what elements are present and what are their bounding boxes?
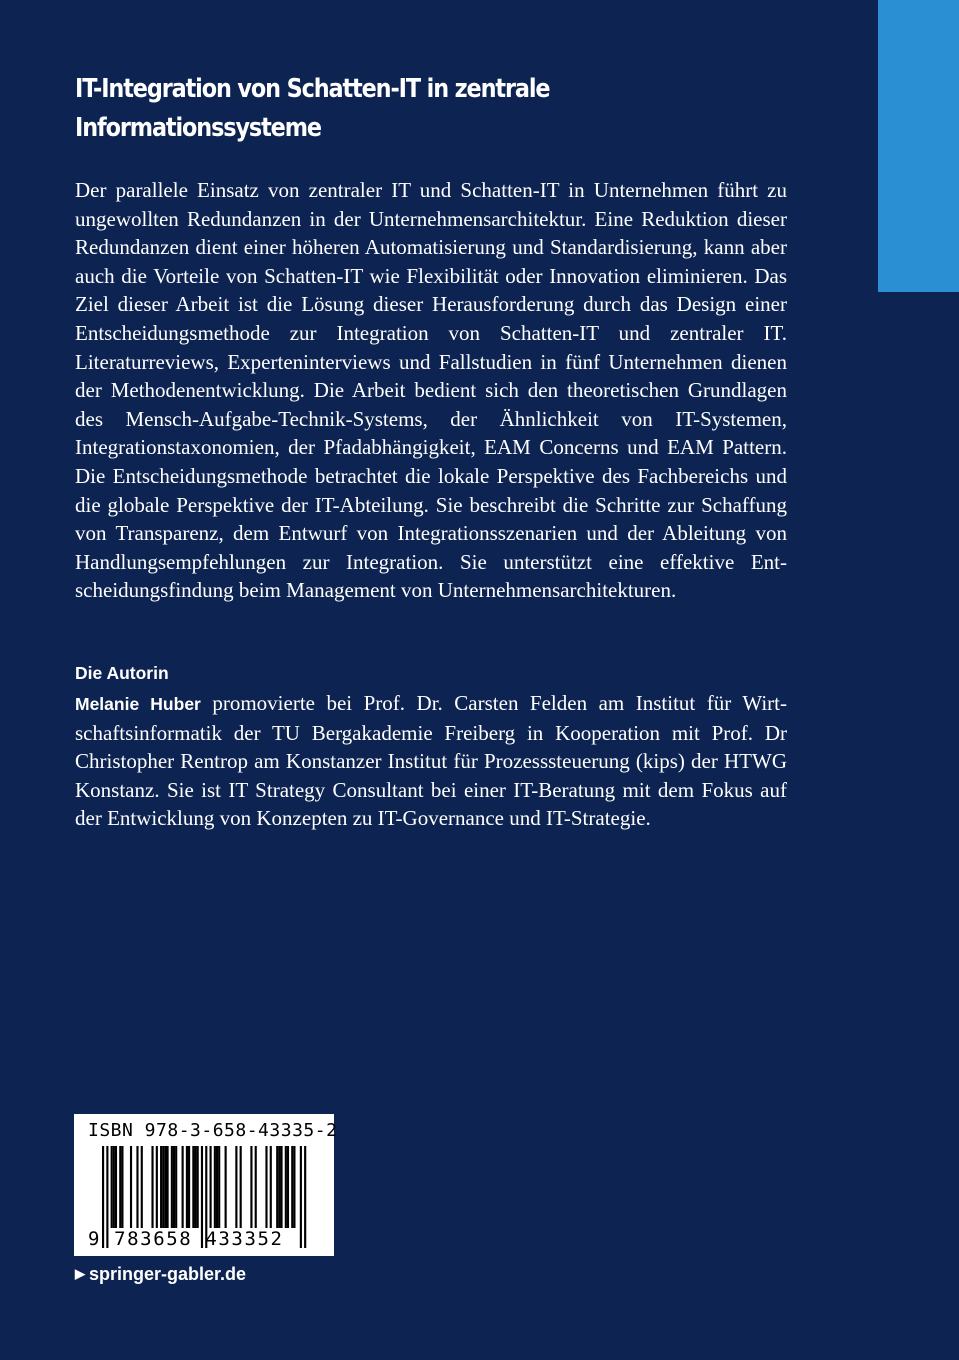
- book-title: [75, 70, 729, 148]
- barcode-bar: [218, 1146, 220, 1228]
- barcode-bar: [197, 1146, 199, 1228]
- barcode-bar: [173, 1146, 175, 1228]
- barcode-bar: [162, 1146, 164, 1228]
- barcode-bar: [291, 1146, 293, 1228]
- publisher-website-text: springer-gabler.de: [89, 1264, 247, 1284]
- barcode-bar: [188, 1146, 190, 1228]
- barcode-bar: [151, 1146, 153, 1228]
- book-title-line-1: IT-Integration von Schatten-IT in zentrale: [75, 74, 550, 104]
- barcode-bar: [214, 1146, 216, 1228]
- isbn-label: ISBN 978-3-658-43335-2: [88, 1120, 338, 1141]
- barcode-bar: [182, 1146, 184, 1228]
- triangle-right-icon: ▶: [75, 1266, 85, 1281]
- barcode-bar: [270, 1146, 272, 1228]
- book-abstract: Der parallele Einsatz von zentraler IT und Schatten-IT in Unternehmen führt zu ungewollten Redundanzen in der Unternehmensarchitektur. Eine Reduktion dieser Redundanzen dient einer höheren Automatisierung und Standardisierung, kann aber auch die Vorteile von Schatten-IT wie Flexibilität oder Innovation eliminieren. Das Ziel dieser Arbeit ist die Lösung dieser Herausforderung durch das Design einer Entscheidungsmethode zur Integration von Schatten-IT und zentraler IT. Literaturreviews, Experteninterviews und Fallstudien in fünf Unternehmen dienen der Methodenentwicklung. Die Arbeit bedient sich den theoretischen Grundlagen des Mensch-Aufgabe-Technik-Systems, der Ähnlichkeit von IT-Systemen, Integrationstaxonomien, der Pfadabhängigkeit, EAM Concerns und EAM Pattern. Die Entscheidungsmethode betrachtet die lokale Perspektive des Fachbereichs und die globale Perspektive der IT-Abteilung. Sie beschreibt die Schritte zur Schaffung von Transparenz, dem Entwurf von Integrationsszenarien und der Ableitung von Handlungsempfehlungen zur Integration. Sie unterstützt eine effektive Entscheidungsfindung beim Management von Unternehmensarchitekturen.: [75, 178, 787, 603]
- barcode-bar: [130, 1146, 132, 1228]
- barcode-bar: [192, 1146, 194, 1228]
- author-bio: [75, 689, 787, 833]
- book-title-line-2: Informationssysteme: [75, 113, 321, 143]
- barcode-bar: [175, 1146, 177, 1228]
- barcode-bar: [278, 1146, 280, 1228]
- barcode-bar: [276, 1146, 278, 1228]
- barcode-bar: [121, 1146, 123, 1228]
- barcode-bar: [194, 1146, 196, 1228]
- barcode-bar: [250, 1146, 252, 1228]
- author-name: Melanie Huber: [75, 694, 201, 714]
- author-bio-text: promovierte bei Prof. Dr. Carsten Felden am Institut für Wirtschaftsinformatik der TU Bergakademie Freiberg in Kooperation mit Prof. Dr Christopher Rentrop am Konstanzer Institut für Prozesssteuerung (kips) der HTWG Konstanz. Sie ist IT Strategy Consultant bei einer IT-Beratung mit dem Fokus auf der Entwicklung von Konzepten zu IT-Governance und IT-Strategie.: [75, 691, 787, 831]
- barcode-bar: [113, 1146, 115, 1228]
- author-heading: Die Autorin: [75, 663, 169, 683]
- barcode-bar: [304, 1146, 306, 1248]
- isbn-barcode: [74, 1114, 338, 1256]
- barcode-bar: [210, 1146, 212, 1228]
- barcode-bar: [293, 1146, 295, 1228]
- barcode-bar: [265, 1146, 267, 1228]
- publisher-website[interactable]: [75, 1261, 246, 1287]
- barcode-bar: [255, 1146, 257, 1228]
- barcode-bar: [240, 1146, 242, 1228]
- barcode-bar: [119, 1146, 121, 1228]
- barcode-bar: [136, 1146, 138, 1228]
- barcode-bar: [287, 1146, 289, 1228]
- barcode-bar: [171, 1146, 173, 1228]
- barcode-bar: [225, 1146, 227, 1228]
- barcode-bar: [186, 1146, 188, 1228]
- barcode-digits: 9 783658 433352: [88, 1228, 284, 1250]
- barcode-bar: [235, 1146, 237, 1228]
- accent-bar: [878, 0, 959, 292]
- barcode-bar: [280, 1146, 282, 1228]
- barcode-bar: [300, 1146, 302, 1248]
- barcode-bar: [115, 1146, 117, 1228]
- barcode-bar: [216, 1146, 218, 1228]
- barcode-bar: [164, 1146, 166, 1228]
- barcode-bar: [141, 1146, 143, 1228]
- barcode-bar: [156, 1146, 158, 1228]
- barcode-bar: [285, 1146, 287, 1228]
- barcode-bar: [111, 1146, 113, 1228]
- barcode-bar: [167, 1146, 169, 1228]
- barcode-bar: [160, 1146, 162, 1228]
